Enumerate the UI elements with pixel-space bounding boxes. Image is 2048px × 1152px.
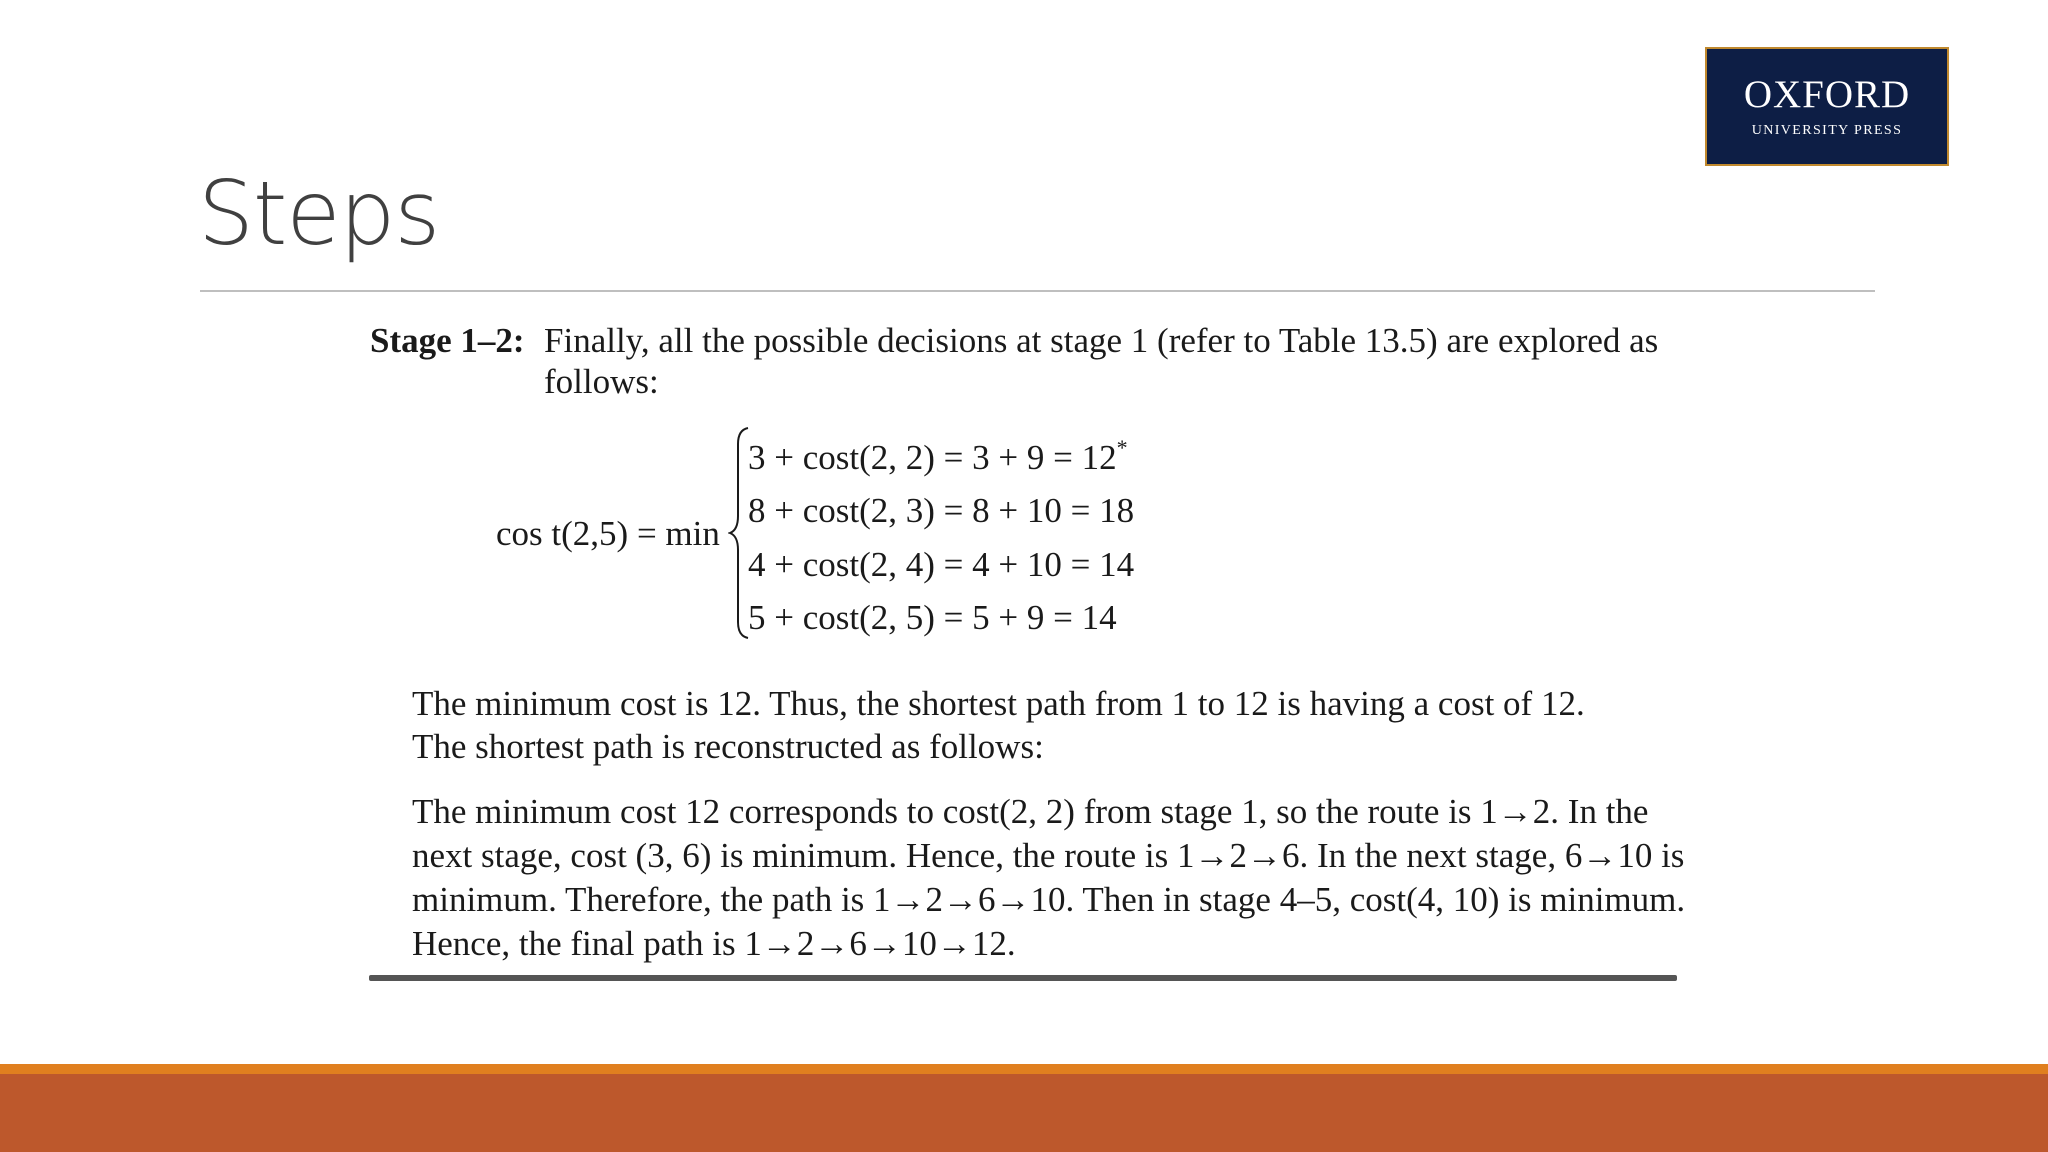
paragraph-2-line-3: minimum. Therefore, the path is 1→2→6→10. Then in stage 4–5, cost(4, 10) is minimum.: [412, 880, 1686, 919]
left-brace: [728, 426, 750, 640]
equation-case-1-text: 3 + cost(2, 2) = 3 + 9 = 12: [748, 438, 1117, 477]
paragraph-1-line-1: The minimum cost is 12. Thus, the shortest path from 1 to 12 is having a cost of 12.: [412, 684, 1585, 723]
equation-lhs: cos t(2,5) = min: [496, 514, 720, 553]
page-title: Steps: [198, 162, 440, 265]
equation-case-4: 5 + cost(2, 5) = 5 + 9 = 14: [748, 598, 1117, 637]
optimal-mark: *: [1116, 435, 1128, 460]
stage-text-line-2: follows:: [544, 362, 659, 401]
paragraph-1-line-2: The shortest path is reconstructed as follows:: [412, 727, 1044, 766]
equation-case-3: 4 + cost(2, 4) = 4 + 10 = 14: [748, 545, 1135, 584]
footer-accent-stripe: [0, 1064, 2048, 1074]
footer-band: [0, 1074, 2048, 1152]
stage-text-line-1: Finally, all the possible decisions at stage 1 (refer to Table 13.5) are explored as: [544, 321, 1659, 360]
logo-main-text: OXFORD: [1743, 73, 1911, 116]
equation-case-1: [748, 435, 1128, 477]
paragraph-2-line-2: next stage, cost (3, 6) is minimum. Hence, the route is 1→2→6. In the next stage, 6→10 is: [412, 836, 1685, 875]
stage-label: Stage 1–2:: [370, 321, 525, 360]
equation-case-2: 8 + cost(2, 3) = 8 + 10 = 18: [748, 491, 1135, 530]
excerpt-bottom-rule: [369, 975, 1677, 981]
paragraph-2-line-4: Hence, the final path is 1→2→6→10→12.: [412, 924, 1016, 963]
logo-sub-text: UNIVERSITY PRESS: [1751, 123, 1903, 138]
paragraph-2-line-1: The minimum cost 12 corresponds to cost(2, 2) from stage 1, so the route is 1→2. In the: [412, 792, 1649, 831]
